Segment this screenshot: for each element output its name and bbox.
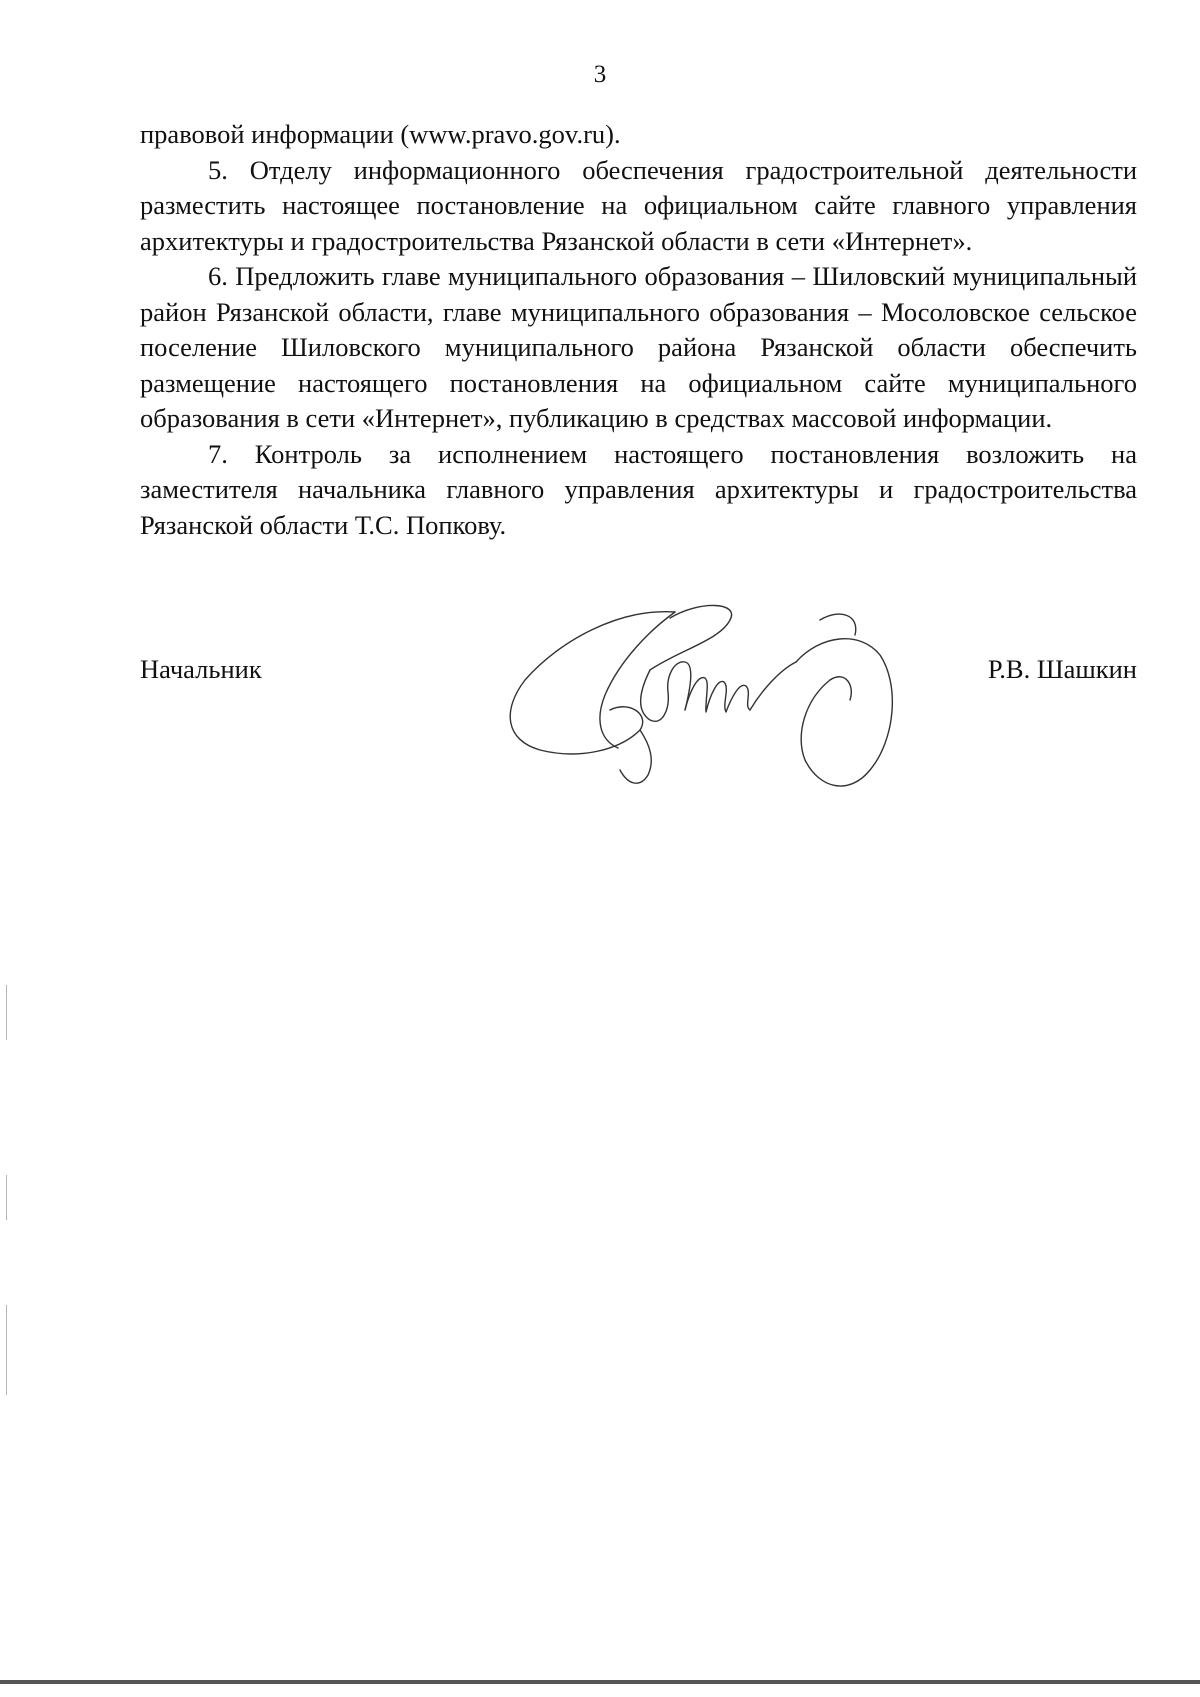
signer-name: Р.В. Шашкин xyxy=(987,654,1137,684)
paragraph-item-7: 7. Контроль за исполнением настоящего постановления возложить на заместителя начальника главного управления архитектуры и градостроительства Рязанской области Т.С. Попкову. xyxy=(140,438,1137,540)
scan-mark xyxy=(6,985,7,1040)
handwritten-signature xyxy=(500,600,920,810)
paragraph-continuation: правовой информации (www.pravo.gov.ru). xyxy=(140,119,621,149)
signer-position: Начальник xyxy=(140,654,262,684)
document-body xyxy=(140,117,1137,543)
scan-mark xyxy=(6,1305,7,1395)
page-number: 3 xyxy=(593,61,607,88)
paragraph-item-6: 6. Предложить главе муниципального образования – Шиловский муниципальный район Рязанской области, главе муниципального образования – Мосоловское сельское поселение Шиловского муниципального района Рязанской области обеспечить размещение настоящего постановления на официальном сайте муниципального образования в сети «Интернет», публикацию в средствах массовой информации. xyxy=(140,261,1137,433)
page-bottom-edge xyxy=(0,1680,1200,1684)
paragraph-item-5: 5. Отделу информационного обеспечения градостроительной деятельности разместить настоящее постановление на официальном сайте главного управления архитектуры и градостроительства Рязанской области в сети «Интернет». xyxy=(140,154,1137,256)
scan-mark xyxy=(6,1175,7,1220)
